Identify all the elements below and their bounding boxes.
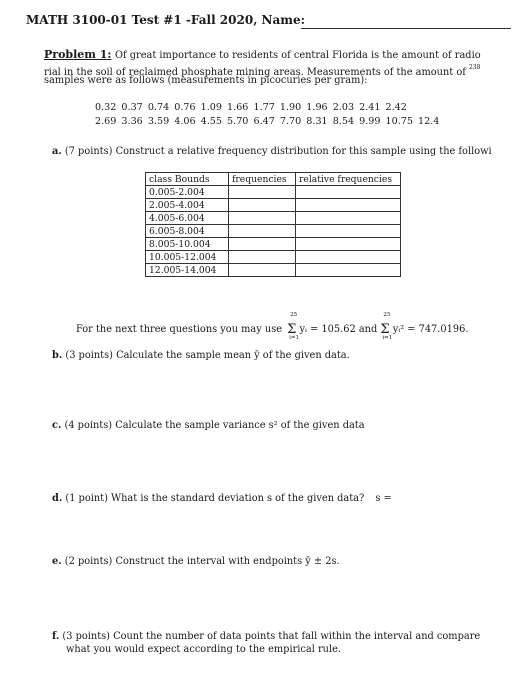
class-bound-cell: 12.005-14.004 xyxy=(146,264,229,277)
part-c-text: (4 points) Calculate the sample variance s² of the given data xyxy=(64,420,365,431)
sum-y-squared xyxy=(380,312,393,341)
class-bound-cell: 0.005-2.004 xyxy=(146,186,229,199)
column-header-class-bounds: class Bounds xyxy=(146,173,229,186)
part-f-label: f. xyxy=(52,631,60,642)
part-d-answer: s = xyxy=(375,493,392,504)
frequency-cell[interactable] xyxy=(229,186,296,199)
frequency-cell[interactable] xyxy=(229,212,296,225)
table-row xyxy=(146,225,401,238)
part-b-label: b. xyxy=(52,350,63,361)
relative-frequency-cell[interactable] xyxy=(296,225,401,238)
relative-frequency-cell[interactable] xyxy=(296,264,401,277)
name-answer-line xyxy=(301,28,511,29)
problem-label: Problem 1: xyxy=(44,48,112,61)
sum2-lower: i=1 xyxy=(382,335,393,341)
table-row xyxy=(146,199,401,212)
relative-frequency-cell[interactable] xyxy=(296,238,401,251)
isotope-superscript: 238 xyxy=(468,64,481,71)
part-a-text: (7 points) Construct a relative frequency distribution for this sample using the followi xyxy=(64,146,492,157)
data-row-2: 2.69 3.36 3.59 4.06 4.55 5.70 6.47 7.70 8.31 8.54 9.99 10.75 12.4 xyxy=(95,116,440,127)
table-header-row xyxy=(146,173,401,186)
problem-line-2-text: rial in the soil of reclaimed phosphate mining areas. Measurements of the amount of xyxy=(44,67,466,78)
part-d-text: (1 point) What is the standard deviation s of the given data? xyxy=(65,493,365,504)
class-bound-cell: 8.005-10.004 xyxy=(146,238,229,251)
problem-line-3: samples were as follows (measurements in picocuries per gram): xyxy=(44,75,368,86)
class-bound-cell: 10.005-12.004 xyxy=(146,251,229,264)
problem-line-1: Of great importance to residents of central Florida is the amount of radio xyxy=(114,50,481,61)
part-f xyxy=(52,631,480,642)
frequency-table xyxy=(145,172,401,277)
frequency-cell[interactable] xyxy=(229,199,296,212)
summation-hint xyxy=(76,312,469,341)
part-f-text-1: (3 points) Count the number of data points that fall within the interval and compare xyxy=(62,631,481,642)
relative-frequency-cell[interactable] xyxy=(296,251,401,264)
sum-y xyxy=(287,312,300,341)
relative-frequency-cell[interactable] xyxy=(296,212,401,225)
summation-intro: For the next three questions you may use xyxy=(76,324,283,335)
relative-frequency-cell[interactable] xyxy=(296,186,401,199)
table-row xyxy=(146,264,401,277)
class-bound-cell: 4.005-6.004 xyxy=(146,212,229,225)
sum2-expression: yᵢ² = 747.0196. xyxy=(392,324,469,335)
sigma-icon: Σ xyxy=(380,322,390,337)
sum1-lower: i=1 xyxy=(289,335,300,341)
part-a xyxy=(52,146,492,157)
frequency-cell[interactable] xyxy=(229,264,296,277)
part-a-label: a. xyxy=(52,146,62,157)
class-bound-cell: 2.005-4.004 xyxy=(146,199,229,212)
sigma-icon: Σ xyxy=(287,322,297,337)
part-e-label: e. xyxy=(52,556,62,567)
table-row xyxy=(146,251,401,264)
part-c xyxy=(52,420,365,431)
frequency-cell[interactable] xyxy=(229,225,296,238)
data-row-1: 0.32 0.37 0.74 0.76 1.09 1.66 1.77 1.90 1.96 2.03 2.41 2.42 xyxy=(95,102,407,113)
table-row xyxy=(146,186,401,199)
table-row xyxy=(146,238,401,251)
class-bound-cell: 6.005-8.004 xyxy=(146,225,229,238)
part-e xyxy=(52,556,340,567)
part-d-label: d. xyxy=(52,493,63,504)
sum1-upper: 25 xyxy=(290,312,298,318)
part-b-text: (3 points) Calculate the sample mean ȳ of the given data. xyxy=(65,350,350,361)
sum2-upper: 25 xyxy=(383,312,391,318)
frequency-cell[interactable] xyxy=(229,238,296,251)
part-c-label: c. xyxy=(52,420,62,431)
page-title: MATH 3100-01 Test #1 -Fall 2020, Name: xyxy=(26,13,306,27)
problem-1-heading xyxy=(44,48,481,63)
part-f-line-2: what you would expect according to the empirical rule. xyxy=(66,644,342,655)
sum1-expression: yᵢ = 105.62 and xyxy=(299,324,378,335)
relative-frequency-cell[interactable] xyxy=(296,199,401,212)
table-row xyxy=(146,212,401,225)
frequency-cell[interactable] xyxy=(229,251,296,264)
part-d xyxy=(52,493,392,504)
part-b xyxy=(52,350,350,361)
column-header-frequencies: frequencies xyxy=(229,173,296,186)
column-header-relative-frequencies: relative frequencies xyxy=(296,173,401,186)
part-e-text: (2 points) Construct the interval with endpoints ȳ ± 2s. xyxy=(64,556,340,567)
